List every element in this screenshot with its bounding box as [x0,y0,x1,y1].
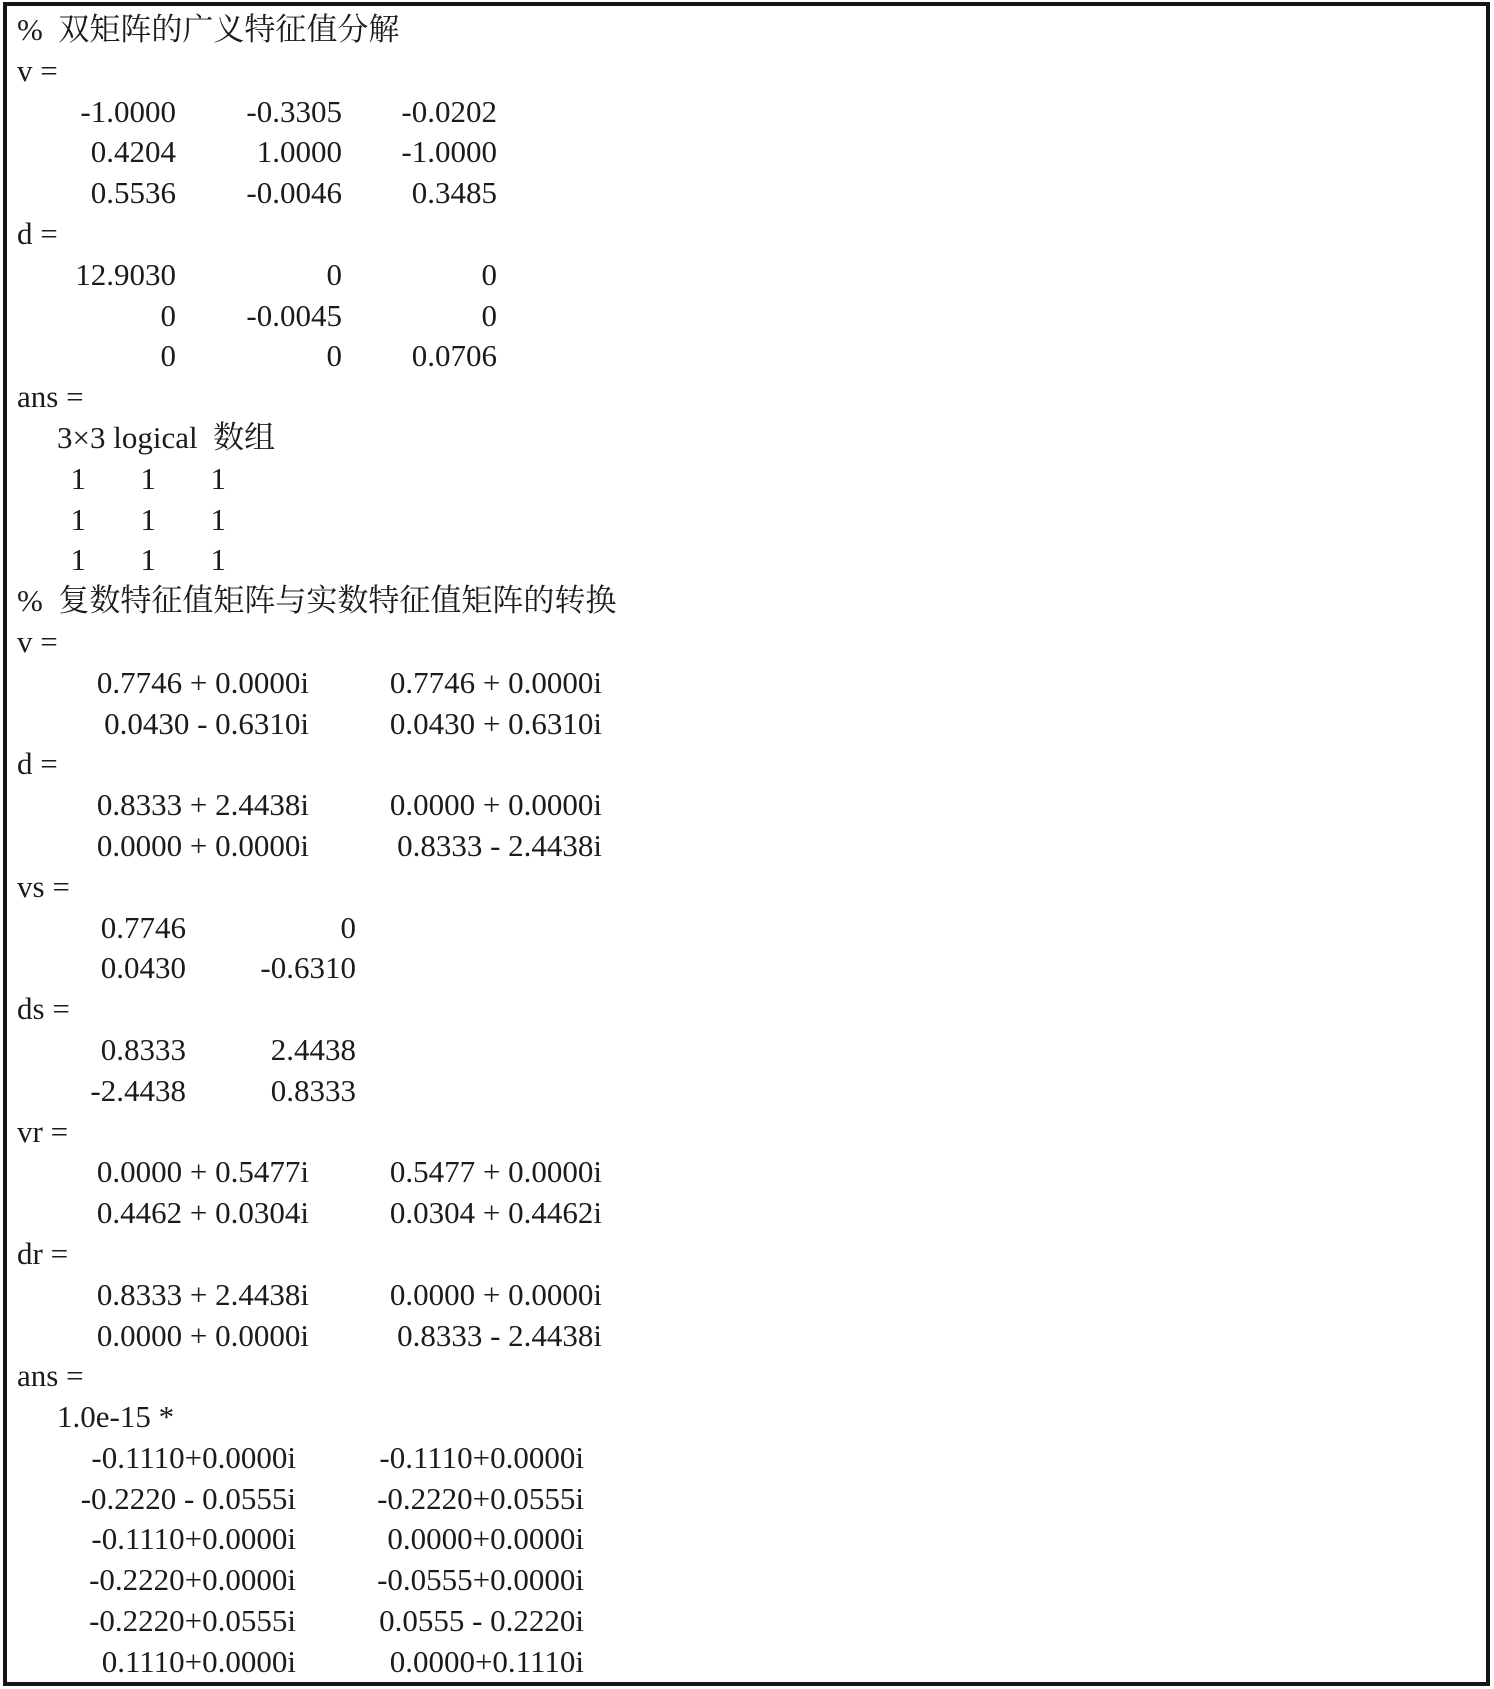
matrix-cell: 0.0430 [100,950,186,986]
variable-label: v = [17,623,58,659]
variable-label: vr = [17,1113,69,1149]
matrix-row [21,1601,1482,1642]
matrix-row [21,785,1482,826]
matrix-row [21,1030,1482,1071]
matrix-cell: -0.2220+0.0555i [89,1603,296,1639]
matrix-row [21,1438,1482,1479]
matrix-cell: -0.1110+0.0000i [91,1439,296,1475]
variable-label: ans = [17,379,84,415]
page-frame [3,2,1490,1686]
matrix-cell: 0.3485 [411,175,497,211]
matrix-cell: 1.0000 [256,134,342,170]
matrix-cell: 0.8333 [270,1072,356,1108]
matrix-row [21,1071,1482,1112]
matrix-cell: 0.8333 + 2.4438i [96,1276,309,1312]
matrix-cell: 12.9030 [75,256,176,292]
matrix-cell: -0.3305 [246,93,342,129]
matrix-row [21,296,1482,337]
matrix-cell: -0.2220+0.0555i [377,1480,584,1516]
matrix-row [21,1642,1482,1683]
matrix-cell: 0 [481,256,497,292]
matrix-cell: 2.4438 [270,1031,356,1067]
matrix-cell: 0.5536 [90,175,176,211]
matrix-cell: 0.5477 + 0.0000i [389,1154,602,1190]
variable-label: d = [17,215,58,251]
matrix-cell: 0.1110+0.0000i [101,1643,296,1679]
matrix-row [21,459,1482,500]
matrix-cell: 0.0706 [411,338,497,374]
matrix-cell: 1 [70,501,86,537]
matrix-cell: -0.2220 - 0.0555i [80,1480,296,1516]
matrix-cell: 1 [210,501,226,537]
matrix-cell: 1 [140,460,156,496]
matrix-row [21,132,1482,173]
console-output [17,10,1482,1683]
variable-label: ans = [17,1358,84,1394]
matrix-cell: 0.0000+0.1110i [389,1643,584,1679]
matrix-cell: 0.0430 + 0.6310i [389,705,602,741]
matrix-cell: 1 [140,501,156,537]
matrix-row [21,826,1482,867]
matrix-cell: 1 [140,542,156,578]
matrix-row [21,1519,1482,1560]
matrix-cell: -0.0046 [246,175,342,211]
info-line: 3×3 logical 数组 [57,419,276,455]
matrix-cell: 0.8333 - 2.4438i [397,827,602,863]
matrix-row [21,500,1482,541]
variable-label: d = [17,746,58,782]
matrix-row [21,173,1482,214]
matrix-cell: 0.8333 - 2.4438i [397,1317,602,1353]
matrix-cell: -0.0202 [401,93,497,129]
comment-line: % 双矩阵的广义特征值分解 [17,12,400,47]
matrix-cell: 0 [326,338,342,374]
matrix-cell: -1.0000 [80,93,176,129]
matrix-cell: -0.2220+0.0000i [89,1562,296,1598]
matrix-cell: 0 [481,297,497,333]
matrix-cell: 0 [160,338,176,374]
matrix-cell: 0.0555 - 0.2220i [379,1603,584,1639]
matrix-cell: 0.0000 + 0.0000i [96,827,309,863]
matrix-row [21,948,1482,989]
matrix-row [21,1152,1482,1193]
matrix-cell: -0.0555+0.0000i [377,1562,584,1598]
matrix-cell: 0.4204 [90,134,176,170]
matrix-cell: 0.7746 [100,909,186,945]
matrix-row [21,1479,1482,1520]
matrix-cell: 0.0000 + 0.0000i [96,1317,309,1353]
matrix-cell: -1.0000 [401,134,497,170]
matrix-cell: 0.0000 + 0.0000i [389,1276,602,1312]
matrix-row [21,540,1482,581]
matrix-cell: 1 [210,460,226,496]
matrix-row [21,1316,1482,1357]
comment-line: % 复数特征值矩阵与实数特征值矩阵的转换 [17,583,617,619]
matrix-cell: 1 [70,460,86,496]
matrix-cell: -0.1110+0.0000i [379,1439,584,1475]
matrix-row [21,92,1482,133]
matrix-cell: 0.0000 + 0.0000i [389,787,602,823]
matrix-cell: 0.7746 + 0.0000i [389,664,602,700]
matrix-row [21,908,1482,949]
matrix-cell: 0.0000+0.0000i [387,1521,584,1557]
matrix-cell: 0 [326,256,342,292]
matrix-cell: 0 [340,909,356,945]
variable-label: v = [17,52,58,88]
matrix-cell: 0 [160,297,176,333]
matrix-cell: -0.6310 [260,950,356,986]
matrix-row [21,704,1482,745]
variable-label: dr = [17,1235,69,1271]
matrix-row [21,1560,1482,1601]
matrix-cell: 0.0000 + 0.5477i [96,1154,309,1190]
matrix-row [21,255,1482,296]
matrix-cell: 0.4462 + 0.0304i [96,1195,309,1231]
matrix-cell: 0.8333 + 2.4438i [96,787,309,823]
matrix-cell: -0.0045 [246,297,342,333]
matrix-cell: 1 [210,542,226,578]
matrix-cell: 0.0304 + 0.4462i [389,1195,602,1231]
matrix-cell: 1 [70,542,86,578]
variable-label: ds = [17,991,70,1027]
matrix-cell: -0.1110+0.0000i [91,1521,296,1557]
matrix-cell: 0.7746 + 0.0000i [96,664,309,700]
matrix-row [21,663,1482,704]
matrix-cell: -2.4438 [90,1072,186,1108]
info-line: 1.0e-15 * [57,1399,175,1435]
matrix-row [21,336,1482,377]
matrix-row [21,1275,1482,1316]
variable-label: vs = [17,868,70,904]
matrix-row [21,1193,1482,1234]
matrix-cell: 0.8333 [100,1031,186,1067]
matrix-cell: 0.0430 - 0.6310i [104,705,309,741]
